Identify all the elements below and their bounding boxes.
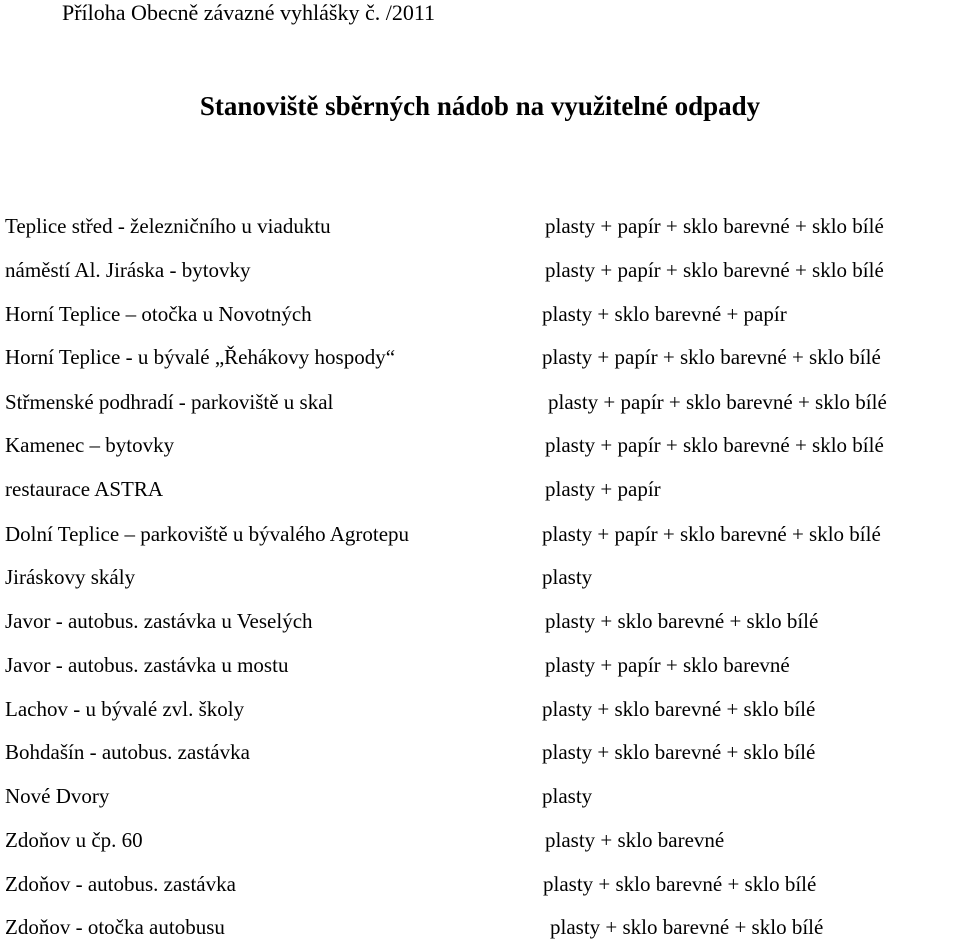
list-item <box>0 211 960 241</box>
waste-types-label: plasty <box>542 565 593 589</box>
waste-types-label: plasty + papír <box>545 477 661 501</box>
location-label: Bohdašín - autobus. zastávka <box>5 740 250 764</box>
waste-types-label: plasty + sklo barevné + sklo bílé <box>542 740 816 764</box>
waste-types-label: plasty + papír + sklo barevné + sklo bílé <box>545 433 884 457</box>
location-label: Teplice střed - železničního u viaduktu <box>5 214 331 238</box>
location-label: Zdoňov u čp. 60 <box>5 828 143 852</box>
list-item <box>0 737 960 767</box>
location-label: Horní Teplice – otočka u Novotných <box>5 302 312 326</box>
location-label: Javor - autobus. zastávka u Veselých <box>5 609 313 633</box>
location-label: Jiráskovy skály <box>5 565 136 589</box>
waste-types-label: plasty + papír + sklo barevné + sklo bílé <box>548 390 887 414</box>
list-item <box>0 869 960 899</box>
location-label: Střmenské podhradí - parkoviště u skal <box>5 390 334 414</box>
location-label: Dolní Teplice – parkoviště u bývalého Agrotepu <box>5 522 410 546</box>
list-item <box>0 255 960 285</box>
location-label: Lachov - u bývalé zvl. školy <box>5 697 245 721</box>
waste-types-label: plasty + papír + sklo barevné + sklo bílé <box>542 345 881 369</box>
location-label: Nové Dvory <box>5 784 110 808</box>
list-item <box>0 825 960 855</box>
list-item <box>0 912 960 942</box>
waste-types-label: plasty + papír + sklo barevné + sklo bílé <box>545 214 884 238</box>
location-label: restaurace ASTRA <box>5 477 164 501</box>
location-label: Zdoňov - otočka autobusu <box>5 915 225 939</box>
waste-types-label: plasty + sklo barevné <box>545 828 725 852</box>
document-header-note: Příloha Obecně závazné vyhlášky č. /2011 <box>62 0 436 25</box>
waste-types-label: plasty + papír + sklo barevné + sklo bílé <box>542 522 881 546</box>
location-label: Kamenec – bytovky <box>5 433 175 457</box>
list-item <box>0 562 960 592</box>
waste-types-label: plasty + sklo barevné + sklo bílé <box>545 609 819 633</box>
document-title: Stanoviště sběrných nádob na využitelné odpady <box>199 91 761 121</box>
list-item <box>0 694 960 724</box>
list-item <box>0 342 960 372</box>
list-item <box>0 474 960 504</box>
list-item <box>0 519 960 549</box>
waste-types-label: plasty + sklo barevné + sklo bílé <box>550 915 824 939</box>
location-label: Horní Teplice - u bývalé „Řehákovy hospody“ <box>5 345 396 369</box>
location-label: náměstí Al. Jiráska - bytovky <box>5 258 251 282</box>
list-item <box>0 606 960 636</box>
waste-types-label: plasty + sklo barevné + sklo bílé <box>543 872 817 896</box>
list-item <box>0 650 960 680</box>
waste-types-label: plasty + papír + sklo barevné + sklo bílé <box>545 258 884 282</box>
waste-types-label: plasty + sklo barevné + papír <box>542 302 787 326</box>
waste-types-label: plasty <box>542 784 593 808</box>
list-item <box>0 430 960 460</box>
list-item <box>0 387 960 417</box>
location-label: Javor - autobus. zastávka u mostu <box>5 653 289 677</box>
location-label: Zdoňov - autobus. zastávka <box>5 872 236 896</box>
waste-types-label: plasty + sklo barevné + sklo bílé <box>542 697 816 721</box>
list-item <box>0 299 960 329</box>
waste-types-label: plasty + papír + sklo barevné <box>545 653 790 677</box>
list-item <box>0 781 960 811</box>
